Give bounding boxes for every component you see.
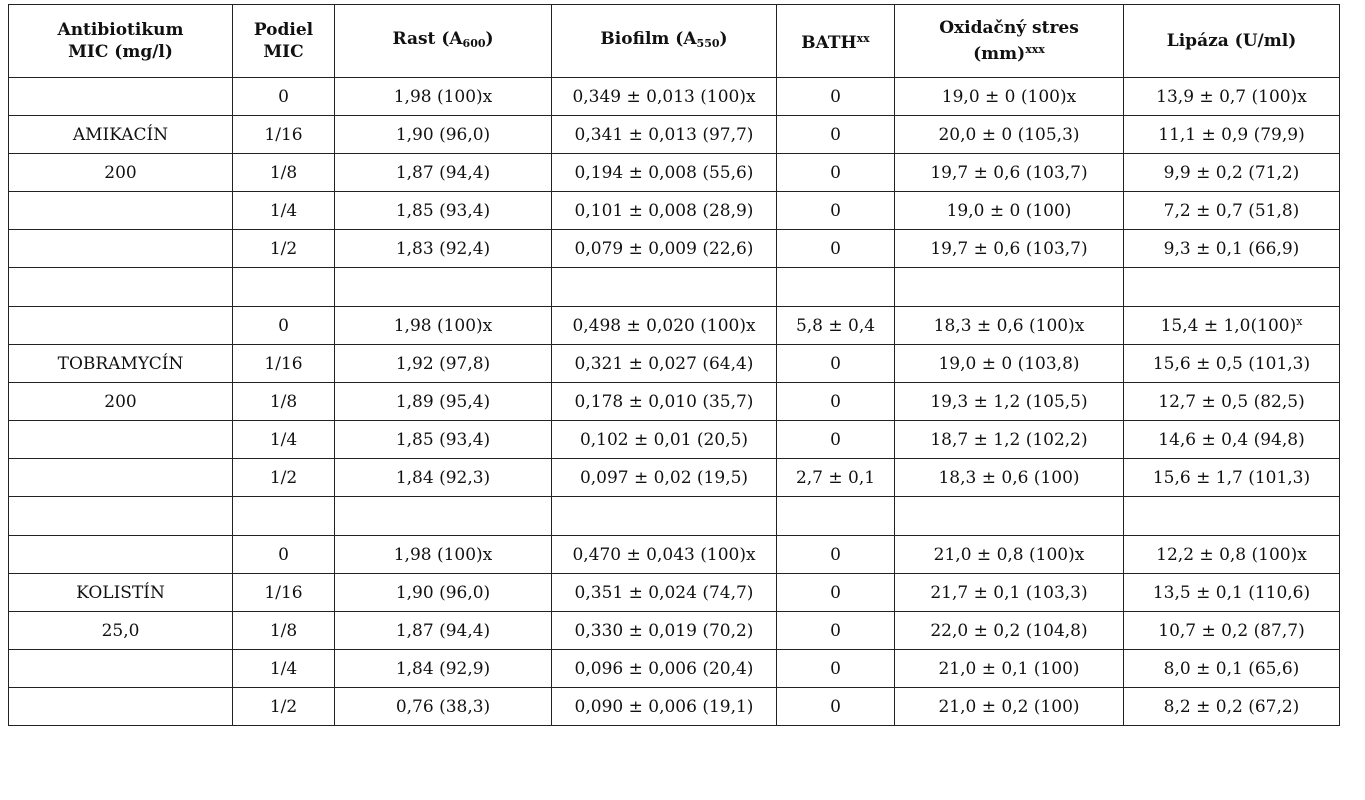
bath-cell-text: 0: [830, 238, 841, 259]
mic-share-cell-text: 1/16: [264, 124, 303, 145]
growth-cell-text: 1,90 (96,0): [395, 124, 491, 145]
lipase-cell-text: 7,2 ± 0,7 (51,8): [1163, 200, 1300, 221]
spacer-cell: [233, 497, 335, 536]
growth-cell: [335, 574, 552, 612]
growth-cell: [335, 650, 552, 688]
oxidative-stress-cell: [895, 116, 1124, 154]
spacer-cell: [777, 268, 895, 307]
oxidative-stress-cell-text: 22,0 ± 0,2 (104,8): [930, 620, 1088, 641]
bath-cell-text: 0: [830, 429, 841, 450]
lipase-cell-text: 13,9 ± 0,7 (100)x: [1156, 86, 1307, 107]
header-growth: [335, 5, 552, 78]
mic-share-cell-text: 1/4: [269, 658, 298, 679]
bath-cell-text: 0: [830, 658, 841, 679]
antibiotic-cell: [9, 154, 233, 192]
mic-share-cell-text: 0: [278, 315, 289, 336]
spacer-cell: [9, 497, 233, 536]
spacer-cell: [9, 268, 233, 307]
growth-cell: [335, 192, 552, 230]
lipase-cell-text: 11,1 ± 0,9 (79,9): [1158, 124, 1305, 145]
mic-share-cell: [233, 612, 335, 650]
biofilm-cell-text: 0,330 ± 0,019 (70,2): [574, 620, 754, 641]
antibiotic-cell-text: TOBRAMYCÍN: [57, 353, 184, 374]
mic-share-cell-text: 1/2: [269, 467, 298, 488]
results-table-container: [8, 4, 1340, 726]
mic-share-cell-text: 1/4: [269, 429, 298, 450]
table-row: [9, 230, 1340, 268]
lipase-cell-text: 9,3 ± 0,1 (66,9): [1163, 238, 1300, 259]
table-row: [9, 650, 1340, 688]
mic-share-cell: [233, 154, 335, 192]
table-row: [9, 459, 1340, 497]
table-row: [9, 116, 1340, 154]
growth-cell-text: 1,84 (92,3): [395, 467, 491, 488]
oxidative-stress-cell-text: 21,7 ± 0,1 (103,3): [930, 582, 1088, 603]
biofilm-cell-text: 0,194 ± 0,008 (55,6): [574, 162, 754, 183]
lipase-cell-text: 9,9 ± 0,2 (71,2): [1163, 162, 1300, 183]
bath-cell-text: 0: [830, 696, 841, 717]
bath-cell: [777, 78, 895, 116]
oxidative-stress-cell-text: 19,3 ± 1,2 (105,5): [930, 391, 1088, 412]
antibiotic-cell: [9, 459, 233, 497]
header-lipase: [1124, 5, 1340, 78]
lipase-cell: [1124, 192, 1340, 230]
bath-cell-text: 0: [830, 582, 841, 603]
lipase-cell-text: 12,7 ± 0,5 (82,5): [1158, 391, 1305, 412]
lipase-cell-text: 15,6 ± 0,5 (101,3): [1152, 353, 1311, 374]
oxidative-stress-cell-text: 19,7 ± 0,6 (103,7): [930, 162, 1088, 183]
biofilm-cell-text: 0,097 ± 0,02 (19,5): [579, 467, 749, 488]
oxidative-stress-cell-text: 18,3 ± 0,6 (100)x: [933, 315, 1085, 336]
lipase-cell: [1124, 230, 1340, 268]
oxidative-stress-cell-text: 19,0 ± 0 (103,8): [938, 353, 1080, 374]
lipase-cell: [1124, 383, 1340, 421]
biofilm-cell: [552, 383, 777, 421]
bath-cell-text: 0: [830, 200, 841, 221]
table-row: [9, 536, 1340, 574]
spacer-cell: [552, 497, 777, 536]
lipase-cell-text: 8,2 ± 0,2 (67,2): [1163, 696, 1300, 717]
header-bath-text: BATH: [801, 33, 857, 53]
lipase-cell: [1124, 307, 1340, 345]
antibiotic-cell: [9, 574, 233, 612]
biofilm-cell: [552, 116, 777, 154]
table-body: [9, 78, 1340, 726]
spacer-cell: [895, 268, 1124, 307]
oxidative-stress-cell: [895, 345, 1124, 383]
growth-cell: [335, 383, 552, 421]
biofilm-cell: [552, 536, 777, 574]
bath-cell-text: 0: [830, 544, 841, 565]
biofilm-cell: [552, 154, 777, 192]
mic-share-cell: [233, 345, 335, 383]
header-biofilm: [552, 5, 777, 78]
header-biofilm-close: ): [719, 28, 728, 49]
mic-share-cell: [233, 192, 335, 230]
lipase-cell: [1124, 154, 1340, 192]
biofilm-cell-text: 0,349 ± 0,013 (100)x: [572, 86, 756, 107]
growth-cell-text: 1,83 (92,4): [395, 238, 491, 259]
mic-share-cell-text: 1/16: [264, 353, 303, 374]
growth-cell-text: 1,87 (94,4): [395, 162, 491, 183]
mic-share-cell: [233, 78, 335, 116]
oxidative-stress-cell-text: 20,0 ± 0 (105,3): [938, 124, 1080, 145]
bath-cell-text: 0: [830, 620, 841, 641]
antibiotic-cell-text: KOLISTÍN: [76, 582, 165, 603]
header-share-line1: Podiel: [253, 20, 314, 40]
group-spacer-row: [9, 497, 1340, 536]
mic-share-cell-text: 0: [278, 544, 289, 565]
spacer-cell: [233, 268, 335, 307]
results-table: [8, 4, 1340, 726]
table-row: [9, 345, 1340, 383]
bath-cell: [777, 459, 895, 497]
lipase-cell: [1124, 612, 1340, 650]
lipase-cell: [1124, 421, 1340, 459]
bath-cell-text: 0: [830, 353, 841, 374]
biofilm-cell-text: 0,498 ± 0,020 (100)x: [572, 315, 756, 336]
lipase-cell: [1124, 574, 1340, 612]
growth-cell: [335, 154, 552, 192]
bath-cell: [777, 154, 895, 192]
header-share: [233, 5, 335, 78]
oxidative-stress-cell: [895, 230, 1124, 268]
antibiotic-cell-text: 200: [104, 162, 137, 183]
antibiotic-cell: [9, 383, 233, 421]
oxidative-stress-cell-text: 19,0 ± 0 (100): [946, 200, 1072, 221]
growth-cell-text: 1,84 (92,9): [395, 658, 491, 679]
table-row: [9, 574, 1340, 612]
header-oxid-sup: xxx: [1025, 43, 1045, 56]
biofilm-cell-text: 0,178 ± 0,010 (35,7): [574, 391, 754, 412]
antibiotic-cell: [9, 116, 233, 154]
lipase-cell-sup: x: [1296, 315, 1303, 328]
growth-cell-text: 1,98 (100)x: [393, 544, 493, 565]
bath-cell-text: 2,7 ± 0,1: [795, 467, 876, 488]
oxidative-stress-cell-text: 21,0 ± 0,2 (100): [938, 696, 1080, 717]
mic-share-cell: [233, 421, 335, 459]
lipase-cell: [1124, 345, 1340, 383]
biofilm-cell-text: 0,090 ± 0,006 (19,1): [574, 696, 754, 717]
oxidative-stress-cell-text: 21,0 ± 0,8 (100)x: [933, 544, 1085, 565]
oxidative-stress-cell: [895, 192, 1124, 230]
lipase-cell-text: 12,2 ± 0,8 (100)x: [1156, 544, 1307, 565]
header-antibiotic-line2: MIC (mg/l): [68, 42, 173, 62]
header-oxid-line2: (mm): [973, 44, 1026, 64]
oxidative-stress-cell-text: 19,7 ± 0,6 (103,7): [930, 238, 1088, 259]
header-growth-sub: 600: [462, 36, 486, 50]
bath-cell: [777, 650, 895, 688]
growth-cell-text: 1,85 (93,4): [395, 200, 491, 221]
antibiotic-cell-text: AMIKACÍN: [72, 124, 169, 145]
growth-cell: [335, 459, 552, 497]
mic-share-cell-text: 1/16: [264, 582, 303, 603]
table-row: [9, 688, 1340, 726]
biofilm-cell: [552, 192, 777, 230]
table-row: [9, 154, 1340, 192]
group-spacer-row: [9, 268, 1340, 307]
header-bath-sup: xx: [856, 32, 870, 45]
bath-cell: [777, 345, 895, 383]
antibiotic-cell: [9, 307, 233, 345]
oxidative-stress-cell: [895, 688, 1124, 726]
mic-share-cell-text: 0: [278, 86, 289, 107]
mic-share-cell: [233, 650, 335, 688]
antibiotic-cell-text: 25,0: [101, 620, 140, 641]
header-share-line2: MIC: [263, 42, 304, 62]
header-row: [9, 5, 1340, 78]
lipase-cell: [1124, 459, 1340, 497]
biofilm-cell: [552, 459, 777, 497]
growth-cell: [335, 612, 552, 650]
growth-cell-text: 0,76 (38,3): [395, 696, 491, 717]
bath-cell: [777, 192, 895, 230]
spacer-cell: [895, 497, 1124, 536]
bath-cell: [777, 536, 895, 574]
lipase-cell-text: 15,6 ± 1,7 (101,3): [1152, 467, 1311, 488]
lipase-cell-text: 14,6 ± 0,4 (94,8): [1158, 429, 1305, 450]
lipase-cell-text: 8,0 ± 0,1 (65,6): [1163, 658, 1300, 679]
bath-cell: [777, 383, 895, 421]
lipase-cell-text: 10,7 ± 0,2 (87,7): [1158, 620, 1305, 641]
bath-cell: [777, 612, 895, 650]
mic-share-cell: [233, 116, 335, 154]
biofilm-cell: [552, 78, 777, 116]
biofilm-cell: [552, 345, 777, 383]
biofilm-cell-text: 0,101 ± 0,008 (28,9): [574, 200, 754, 221]
growth-cell-text: 1,89 (95,4): [395, 391, 491, 412]
oxidative-stress-cell: [895, 421, 1124, 459]
oxidative-stress-cell: [895, 612, 1124, 650]
lipase-cell: [1124, 78, 1340, 116]
biofilm-cell: [552, 421, 777, 459]
lipase-cell: [1124, 688, 1340, 726]
oxidative-stress-cell: [895, 383, 1124, 421]
mic-share-cell-text: 1/8: [269, 391, 298, 412]
bath-cell-text: 0: [830, 86, 841, 107]
bath-cell-text: 0: [830, 391, 841, 412]
lipase-cell: [1124, 650, 1340, 688]
growth-cell: [335, 536, 552, 574]
growth-cell-text: 1,90 (96,0): [395, 582, 491, 603]
header-growth-text: Rast (A: [392, 28, 463, 49]
growth-cell-text: 1,98 (100)x: [393, 86, 493, 107]
growth-cell-text: 1,92 (97,8): [395, 353, 491, 374]
header-oxidative-stress: [895, 5, 1124, 78]
oxidative-stress-cell: [895, 650, 1124, 688]
biofilm-cell-text: 0,470 ± 0,043 (100)x: [572, 544, 756, 565]
growth-cell: [335, 307, 552, 345]
biofilm-cell: [552, 574, 777, 612]
biofilm-cell: [552, 650, 777, 688]
growth-cell: [335, 116, 552, 154]
bath-cell-text: 0: [830, 124, 841, 145]
mic-share-cell-text: 1/8: [269, 620, 298, 641]
table-row: [9, 612, 1340, 650]
header-antibiotic-line1: Antibiotikum: [57, 20, 184, 40]
spacer-cell: [1124, 497, 1340, 536]
lipase-cell-text: 13,5 ± 0,1 (110,6): [1152, 582, 1311, 603]
mic-share-cell: [233, 688, 335, 726]
table-row: [9, 192, 1340, 230]
bath-cell-text: 5,8 ± 0,4: [795, 315, 876, 336]
growth-cell: [335, 78, 552, 116]
oxidative-stress-cell: [895, 536, 1124, 574]
table-row: [9, 383, 1340, 421]
bath-cell-text: 0: [830, 162, 841, 183]
oxidative-stress-cell-text: 19,0 ± 0 (100)x: [941, 86, 1077, 107]
header-oxid-line1: Oxidačný stres: [939, 18, 1079, 38]
mic-share-cell: [233, 536, 335, 574]
antibiotic-cell: [9, 230, 233, 268]
biofilm-cell-text: 0,079 ± 0,009 (22,6): [574, 238, 754, 259]
oxidative-stress-cell-text: 21,0 ± 0,1 (100): [938, 658, 1080, 679]
oxidative-stress-cell: [895, 154, 1124, 192]
oxidative-stress-cell: [895, 574, 1124, 612]
growth-cell: [335, 688, 552, 726]
mic-share-cell: [233, 574, 335, 612]
antibiotic-cell: [9, 688, 233, 726]
biofilm-cell-text: 0,102 ± 0,01 (20,5): [579, 429, 749, 450]
mic-share-cell: [233, 307, 335, 345]
lipase-cell: [1124, 116, 1340, 154]
bath-cell: [777, 688, 895, 726]
header-growth-close: ): [485, 28, 494, 49]
mic-share-cell-text: 1/2: [269, 696, 298, 717]
growth-cell-text: 1,87 (94,4): [395, 620, 491, 641]
spacer-cell: [777, 497, 895, 536]
biofilm-cell-text: 0,321 ± 0,027 (64,4): [574, 353, 754, 374]
mic-share-cell: [233, 383, 335, 421]
header-biofilm-sub: 550: [696, 36, 720, 50]
antibiotic-cell-text: 200: [104, 391, 137, 412]
biofilm-cell: [552, 688, 777, 726]
antibiotic-cell: [9, 612, 233, 650]
spacer-cell: [335, 268, 552, 307]
spacer-cell: [1124, 268, 1340, 307]
antibiotic-cell: [9, 78, 233, 116]
biofilm-cell-text: 0,341 ± 0,013 (97,7): [574, 124, 754, 145]
mic-share-cell-text: 1/2: [269, 238, 298, 259]
growth-cell: [335, 345, 552, 383]
header-lipase-text: Lipáza (U/ml): [1166, 31, 1297, 51]
lipase-cell-text: 15,4 ± 1,0(100): [1160, 316, 1297, 336]
header-biofilm-text: Biofilm (A: [600, 28, 697, 49]
mic-share-cell: [233, 459, 335, 497]
antibiotic-cell: [9, 536, 233, 574]
growth-cell-text: 1,85 (93,4): [395, 429, 491, 450]
antibiotic-cell: [9, 345, 233, 383]
spacer-cell: [335, 497, 552, 536]
biofilm-cell-text: 0,096 ± 0,006 (20,4): [574, 658, 754, 679]
bath-cell: [777, 421, 895, 459]
lipase-cell: [1124, 536, 1340, 574]
spacer-cell: [552, 268, 777, 307]
oxidative-stress-cell-text: 18,7 ± 1,2 (102,2): [930, 429, 1088, 450]
biofilm-cell-text: 0,351 ± 0,024 (74,7): [574, 582, 754, 603]
table-row: [9, 307, 1340, 345]
oxidative-stress-cell: [895, 307, 1124, 345]
mic-share-cell-text: 1/4: [269, 200, 298, 221]
bath-cell: [777, 307, 895, 345]
table-row: [9, 78, 1340, 116]
bath-cell: [777, 230, 895, 268]
mic-share-cell-text: 1/8: [269, 162, 298, 183]
header-bath: [777, 5, 895, 78]
growth-cell-text: 1,98 (100)x: [393, 315, 493, 336]
antibiotic-cell: [9, 421, 233, 459]
growth-cell: [335, 421, 552, 459]
antibiotic-cell: [9, 650, 233, 688]
table-row: [9, 421, 1340, 459]
bath-cell: [777, 116, 895, 154]
biofilm-cell: [552, 612, 777, 650]
mic-share-cell: [233, 230, 335, 268]
biofilm-cell: [552, 230, 777, 268]
growth-cell: [335, 230, 552, 268]
header-antibiotic: [9, 5, 233, 78]
bath-cell: [777, 574, 895, 612]
antibiotic-cell: [9, 192, 233, 230]
oxidative-stress-cell: [895, 459, 1124, 497]
biofilm-cell: [552, 307, 777, 345]
oxidative-stress-cell: [895, 78, 1124, 116]
oxidative-stress-cell-text: 18,3 ± 0,6 (100): [938, 467, 1080, 488]
